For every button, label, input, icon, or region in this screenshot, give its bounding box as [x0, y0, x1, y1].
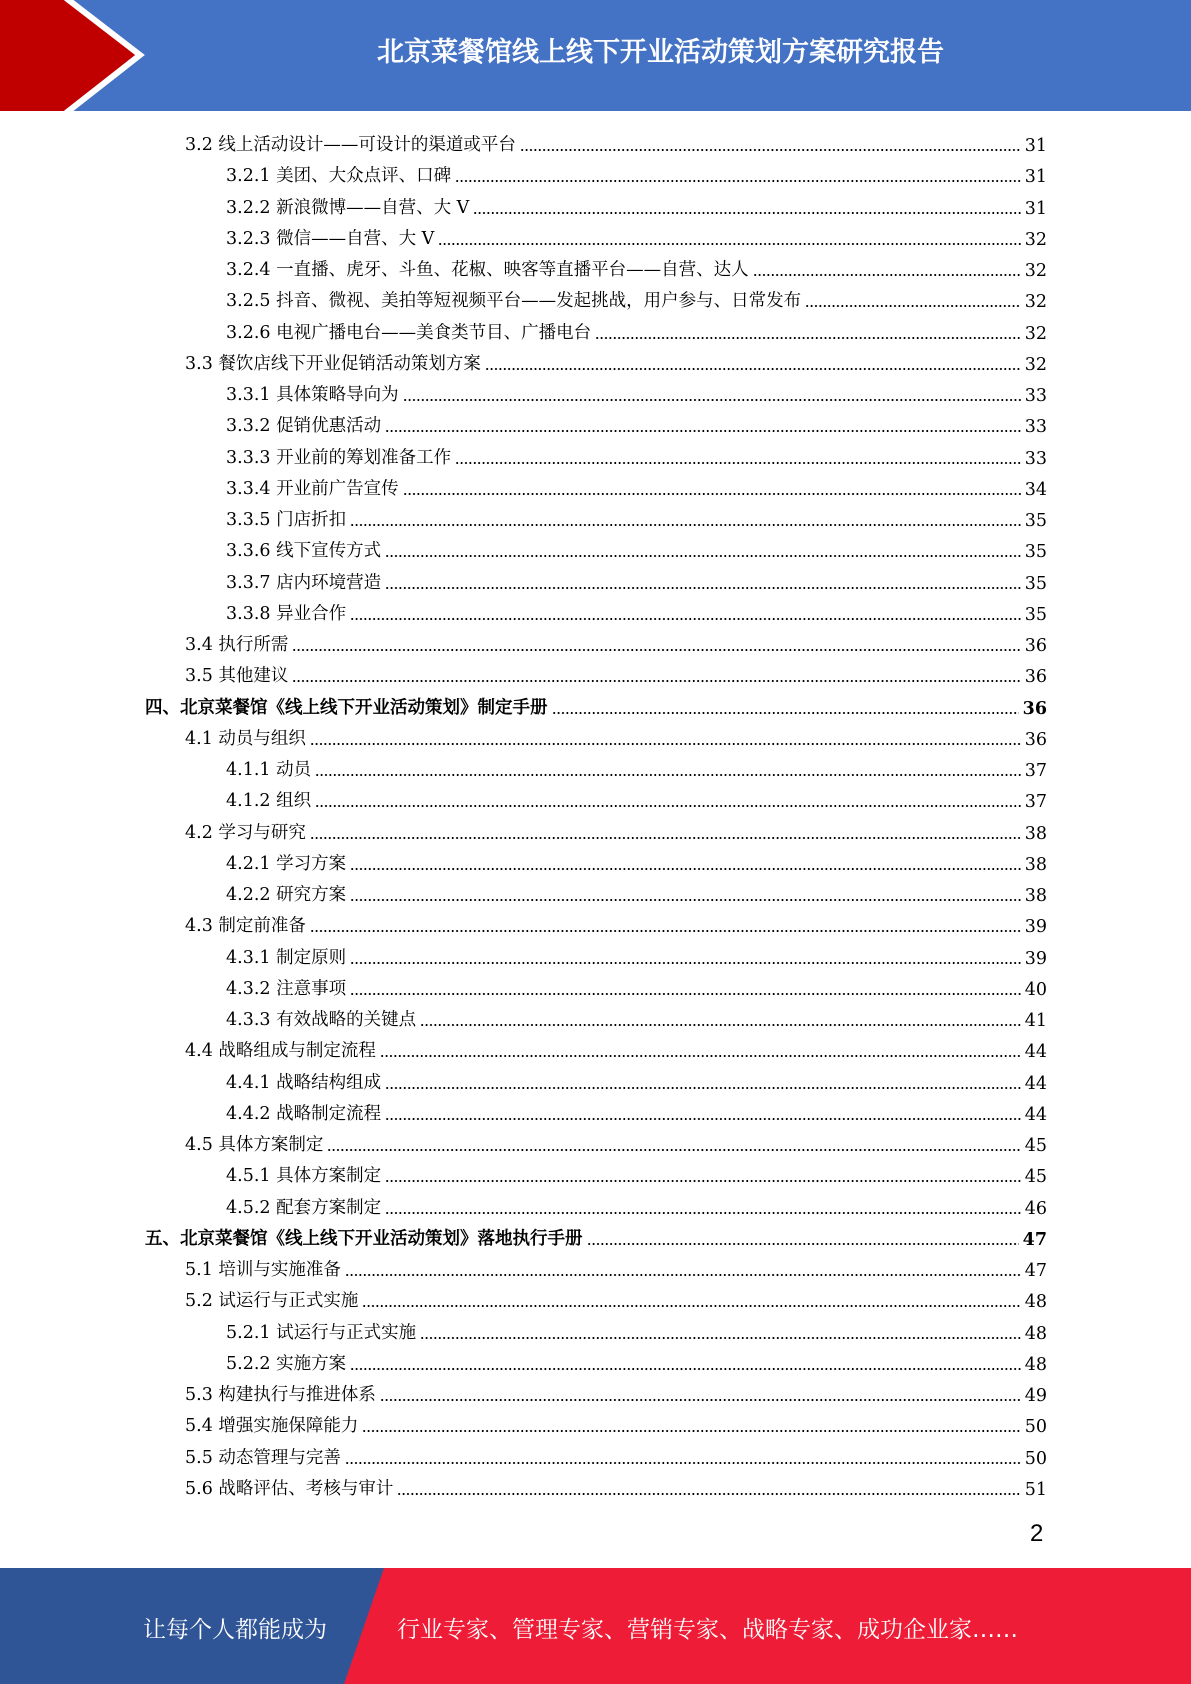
toc-entry-page: 35 [1024, 573, 1047, 594]
toc-entry-page: 47 [1024, 1261, 1047, 1281]
toc-leader-dots [385, 587, 1021, 589]
toc-entry-page: 31 [1024, 198, 1047, 219]
toc-entry-label: 4.3.1 制定原则 [226, 947, 347, 968]
toc-leader-dots [552, 712, 1019, 714]
toc-entry-label: 4.1.1 动员 [226, 760, 312, 780]
toc-entry-label: 5.3 构建执行与推进体系 [185, 1385, 376, 1405]
toc-entry-page: 39 [1024, 917, 1047, 938]
toc-entry[interactable] [185, 349, 1047, 375]
toc-entry-label: 4.2.1 学习方案 [226, 853, 347, 874]
toc-entry[interactable] [226, 536, 1047, 562]
toc-entry-label: 3.2.4 一直播、虎牙、斗鱼、花椒、映客等直播平台——自营、达人 [226, 260, 749, 280]
toc-entry-label: 4.3 制定前准备 [185, 916, 306, 937]
toc-entry-page: 47 [1022, 1229, 1047, 1250]
toc-leader-dots [292, 680, 1020, 682]
toc-entry-page: 31 [1024, 167, 1047, 188]
toc-entry-label: 4.3.2 注意事项 [226, 978, 347, 999]
page-number: 2 [1030, 1520, 1044, 1547]
toc-entry-label: 4.2.2 研究方案 [226, 885, 347, 905]
toc-entry[interactable] [185, 1036, 1047, 1062]
toc-entry[interactable] [226, 1318, 1047, 1344]
toc-entry-label: 3.3.7 店内环境营造 [226, 572, 382, 593]
toc-entry-label: 4.5 具体方案制定 [185, 1135, 324, 1155]
toc-entry[interactable] [226, 1193, 1047, 1219]
toc-entry-page: 50 [1024, 1417, 1047, 1438]
toc-entry-label: 4.1 动员与组织 [185, 728, 306, 749]
toc-leader-dots [595, 337, 1021, 339]
toc-leader-dots [403, 399, 1021, 401]
toc-entry[interactable] [185, 1130, 1047, 1156]
toc-entry-label: 4.1.2 组织 [226, 791, 312, 812]
toc-entry-page: 38 [1024, 854, 1047, 875]
toc-entry-label: 4.3.3 有效战略的关键点 [226, 1010, 417, 1030]
toc-entry[interactable] [185, 724, 1047, 750]
toc-entry[interactable] [185, 1380, 1047, 1406]
toc-entry[interactable] [226, 224, 1047, 250]
toc-leader-dots [805, 305, 1021, 307]
toc-leader-dots [362, 1430, 1020, 1432]
toc-entry[interactable] [185, 130, 1047, 156]
toc-entry[interactable] [226, 443, 1047, 469]
toc-entry-label: 3.3 餐饮店线下开业促销活动策划方案 [185, 353, 481, 374]
toc-leader-dots [403, 493, 1021, 495]
toc-entry-label: 四、北京菜餐馆《线上线下开业活动策划》制定手册 [145, 697, 548, 718]
toc-entry-page: 37 [1024, 792, 1047, 813]
toc-entry-page: 38 [1024, 823, 1047, 844]
toc-entry-page: 36 [1022, 698, 1047, 719]
toc-entry-page: 39 [1024, 948, 1047, 969]
toc-entry-label: 4.2 学习与研究 [185, 822, 306, 843]
toc-entry[interactable] [226, 286, 1047, 312]
toc-entry-page: 50 [1024, 1448, 1047, 1469]
toc-entry[interactable] [185, 911, 1047, 937]
toc-entry[interactable] [226, 974, 1047, 1000]
toc-entry-label: 3.2 线上活动设计——可设计的渠道或平台 [185, 135, 516, 155]
toc-entry-page: 32 [1024, 261, 1047, 281]
toc-entry-page: 32 [1024, 292, 1047, 313]
toc-leader-dots [350, 618, 1021, 620]
toc-entry-label: 3.3.2 促销优惠活动 [226, 416, 382, 437]
toc-entry-page: 32 [1024, 354, 1047, 375]
toc-entry-page: 32 [1024, 323, 1047, 344]
toc-leader-dots [345, 1462, 1021, 1464]
toc-entry-page: 36 [1024, 667, 1047, 688]
toc-entry-label: 3.3.3 开业前的筹划准备工作 [226, 447, 452, 468]
document-title: 北京菜餐馆线上线下开业活动策划方案研究报告 [377, 37, 944, 68]
toc-leader-dots [380, 1055, 1021, 1057]
toc-entry[interactable] [185, 1443, 1047, 1469]
toc-entry-page: 49 [1024, 1386, 1047, 1406]
toc-entry[interactable] [226, 411, 1047, 437]
toc-entry-label: 5.6 战略评估、考核与审计 [185, 1478, 394, 1499]
toc-entry-label: 3.5 其他建议 [185, 666, 289, 687]
toc-leader-dots [385, 555, 1021, 557]
toc-entry-page: 48 [1024, 1292, 1047, 1313]
toc-leader-dots [397, 1493, 1020, 1495]
toc-entry-label: 5.2.2 实施方案 [226, 1353, 347, 1374]
toc-leader-dots [315, 805, 1021, 807]
toc-entry-label: 3.2.3 微信——自营、大 V [226, 228, 435, 249]
toc-entry[interactable] [226, 1349, 1047, 1375]
toc-entry-label: 4.4 战略组成与制定流程 [185, 1041, 376, 1062]
toc-entry-page: 37 [1024, 761, 1047, 781]
toc-entry-label: 3.3.5 门店折扣 [226, 510, 347, 530]
toc-entry-page: 35 [1024, 604, 1047, 625]
toc-entry[interactable] [185, 661, 1047, 687]
toc-leader-dots [350, 524, 1021, 526]
toc-entry-label: 3.2.6 电视广播电台——美食类节目、广播电台 [226, 322, 592, 343]
toc-entry-page: 31 [1024, 136, 1047, 156]
toc-entry-page: 44 [1024, 1073, 1047, 1094]
toc-entry[interactable] [226, 255, 1047, 281]
toc-entry-label: 五、北京菜餐馆《线上线下开业活动策划》落地执行手册 [145, 1228, 583, 1249]
footer-slogan-left: 让每个人都能成为 [143, 1617, 327, 1643]
toc-entry-page: 38 [1024, 886, 1047, 906]
toc-entry[interactable] [226, 599, 1047, 625]
toc-entry[interactable] [226, 1099, 1047, 1125]
toc-entry[interactable] [226, 474, 1047, 500]
toc-entry-label: 5.5 动态管理与完善 [185, 1447, 341, 1468]
toc-entry-page: 34 [1024, 479, 1047, 500]
toc-entry-page: 44 [1024, 1042, 1047, 1063]
toc-entry-label: 3.3.4 开业前广告宣传 [226, 478, 399, 499]
page-footer [0, 1568, 1191, 1684]
toc-entry[interactable] [226, 786, 1047, 812]
toc-entry[interactable] [226, 161, 1047, 187]
toc-entry-label: 3.2.5 抖音、微视、美拍等短视频平台——发起挑战，用户参与、日常发布 [226, 291, 802, 312]
toc-entry-label: 3.2.1 美团、大众点评、口碑 [226, 166, 452, 187]
toc-entry-page: 36 [1024, 636, 1047, 656]
toc-entry-label: 3.3.6 线下宣传方式 [226, 541, 382, 562]
toc-entry-page: 48 [1024, 1323, 1047, 1344]
toc-entry-page: 51 [1024, 1479, 1047, 1500]
toc-entry-label: 3.3.8 异业合作 [226, 603, 347, 624]
toc-entry-label: 4.4.1 战略结构组成 [226, 1072, 382, 1093]
toc-entry[interactable] [226, 1161, 1047, 1187]
toc-entry[interactable] [185, 818, 1047, 844]
toc-entry[interactable] [226, 849, 1047, 875]
toc-leader-dots [587, 1243, 1019, 1245]
toc-entry-label: 5.4 增强实施保障能力 [185, 1416, 359, 1437]
toc-entry[interactable] [185, 1255, 1047, 1281]
toc-entry-page: 36 [1024, 729, 1047, 750]
toc-entry-page: 44 [1024, 1104, 1047, 1125]
toc-entry-label: 4.5.2 配套方案制定 [226, 1197, 382, 1218]
toc-leader-dots [292, 649, 1020, 651]
toc-entry[interactable] [185, 1286, 1047, 1312]
toc-entry-label: 3.4 执行所需 [185, 635, 289, 655]
toc-entry-label: 3.2.2 新浪微博——自营、大 V [226, 197, 470, 218]
page-header [0, 0, 1191, 111]
toc-entry[interactable] [185, 1411, 1047, 1437]
toc-entry-page: 45 [1024, 1136, 1047, 1156]
toc-entry[interactable] [145, 1224, 1047, 1250]
toc-entry-label: 3.3.1 具体策略导向为 [226, 385, 399, 405]
toc-leader-dots [385, 1118, 1021, 1120]
toc-leader-dots [438, 243, 1020, 245]
toc-leader-dots [350, 1368, 1021, 1370]
toc-leader-dots [327, 1149, 1020, 1151]
toc-leader-dots [345, 1274, 1021, 1276]
toc-leader-dots [350, 962, 1021, 964]
toc-entry-label: 4.5.1 具体方案制定 [226, 1166, 382, 1187]
toc-leader-dots [520, 149, 1021, 151]
toc-entry-page: 45 [1024, 1167, 1047, 1188]
toc-entry[interactable] [226, 755, 1047, 781]
toc-entry-page: 46 [1024, 1198, 1047, 1219]
toc-entry-label: 5.2.1 试运行与正式实施 [226, 1322, 417, 1343]
toc-leader-dots [385, 1212, 1021, 1214]
toc-leader-dots [310, 743, 1021, 745]
toc-entry[interactable] [226, 1005, 1047, 1031]
toc-leader-dots [385, 1180, 1021, 1182]
toc-entry[interactable] [185, 630, 1047, 656]
toc-leader-dots [455, 180, 1021, 182]
toc-leader-dots [385, 430, 1021, 432]
toc-entry-label: 5.2 试运行与正式实施 [185, 1291, 359, 1312]
toc-entry[interactable] [226, 193, 1047, 219]
toc-entry-page: 33 [1024, 386, 1047, 406]
toc-leader-dots [473, 212, 1020, 214]
toc-entry[interactable] [226, 505, 1047, 531]
toc-entry-label: 5.1 培训与实施准备 [185, 1260, 341, 1280]
toc-entry[interactable] [226, 1068, 1047, 1094]
toc-leader-dots [350, 899, 1021, 901]
toc-entry-label: 4.4.2 战略制定流程 [226, 1103, 382, 1124]
toc-leader-dots [420, 1337, 1021, 1339]
toc-entry[interactable] [226, 943, 1047, 969]
toc-entry-page: 33 [1024, 448, 1047, 469]
toc-entry[interactable] [226, 568, 1047, 594]
toc-entry-page: 35 [1024, 511, 1047, 531]
toc-leader-dots [310, 930, 1021, 932]
toc-leader-dots [485, 368, 1021, 370]
toc-leader-dots [362, 1305, 1020, 1307]
toc-entry-page: 41 [1024, 1011, 1047, 1031]
toc-leader-dots [380, 1399, 1021, 1401]
toc-entry-page: 35 [1024, 542, 1047, 563]
toc-leader-dots [315, 774, 1021, 776]
toc-leader-dots [753, 274, 1021, 276]
toc-entry-page: 40 [1024, 979, 1047, 1000]
toc-entry[interactable] [226, 318, 1047, 344]
toc-leader-dots [310, 837, 1021, 839]
toc-entry[interactable] [226, 880, 1047, 906]
toc-entry-page: 48 [1024, 1354, 1047, 1375]
toc-leader-dots [350, 868, 1021, 870]
toc-leader-dots [385, 1087, 1021, 1089]
toc-entry[interactable] [145, 693, 1047, 719]
toc-leader-dots [455, 462, 1021, 464]
toc-leader-dots [350, 993, 1021, 995]
footer-slogan-right: 行业专家、管理专家、营销专家、战略专家、成功企业家…… [397, 1617, 1018, 1643]
toc-entry[interactable] [226, 380, 1047, 406]
toc-entry[interactable] [185, 1474, 1047, 1500]
toc-entry-page: 33 [1024, 417, 1047, 438]
toc-entry-page: 32 [1024, 229, 1047, 250]
toc-leader-dots [420, 1024, 1021, 1026]
